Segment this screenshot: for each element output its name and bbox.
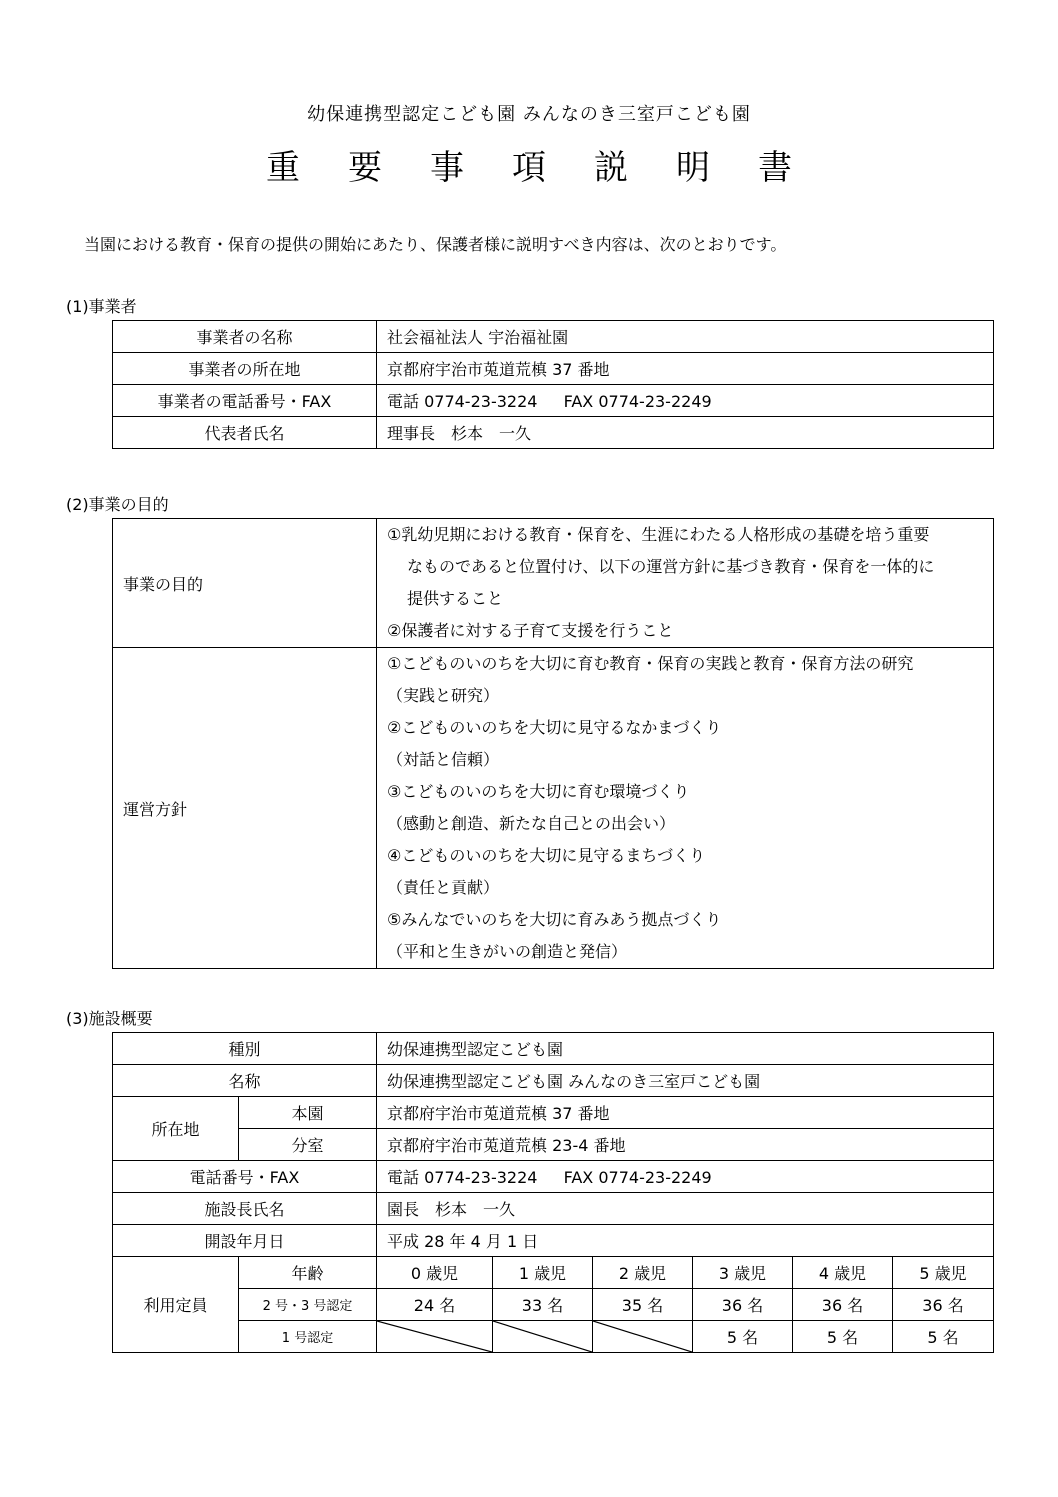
table-row (113, 1097, 994, 1129)
age-header: 2 歳児 (593, 1257, 693, 1289)
table-row (113, 648, 994, 969)
type-value: 幼保連携型認定こども園 (377, 1033, 994, 1065)
branch-value: 京都府宇治市莵道荒槙 23-4 番地 (377, 1129, 994, 1161)
age-header: 1 歳児 (493, 1257, 593, 1289)
cert23-value: 35 名 (593, 1289, 693, 1321)
table-row (113, 1225, 994, 1257)
policy-line: ⑤みんなでいのちを大切に育みあう拠点づくり (387, 910, 722, 929)
capacity-label: 利用定員 (113, 1257, 239, 1353)
operator-name-value: 社会福祉法人 宇治福祉園 (377, 321, 994, 353)
facility-phone-value: 電話 0774-23-3224 FAX 0774-23-2249 (377, 1161, 994, 1193)
age-header: 4 歳児 (793, 1257, 893, 1289)
main-campus-value: 京都府宇治市莵道荒槙 37 番地 (377, 1097, 994, 1129)
facility-name-value: 幼保連携型認定こども園 みんなのき三室戸こども園 (377, 1065, 994, 1097)
opened-label: 開設年月日 (113, 1225, 377, 1257)
purpose-line: ①乳幼児期における教育・保育を、生涯にわたる人格形成の基礎を培う重要 (387, 525, 930, 544)
table-row (113, 1257, 994, 1289)
age-header: 0 歳児 (377, 1257, 493, 1289)
operator-phone-label: 事業者の電話番号・FAX (113, 385, 377, 417)
age-header: 3 歳児 (693, 1257, 793, 1289)
purpose-line: ②保護者に対する子育て支援を行うこと (387, 621, 674, 640)
table-row (113, 1065, 994, 1097)
opened-value: 平成 28 年 4 月 1 日 (377, 1225, 994, 1257)
policy-line: ②こどものいのちを大切に見守るなかまづくり (387, 718, 722, 737)
purpose-line: 提供すること (407, 589, 504, 608)
purpose-line: なものであると位置付け、以下の運営方針に基づき教育・保育を一体的に (407, 557, 935, 576)
cert1-value: 5 名 (693, 1321, 793, 1353)
table-row (113, 1161, 994, 1193)
purpose-table (112, 518, 994, 969)
director-value: 園長 杉本 一久 (377, 1193, 994, 1225)
not-applicable-cell (593, 1321, 693, 1353)
table-row (113, 385, 994, 417)
cert1-value: 5 名 (793, 1321, 893, 1353)
operator-address-value: 京都府宇治市莵道荒槙 37 番地 (377, 353, 994, 385)
facility-table (112, 1032, 994, 1353)
section3-heading: (3)施設概要 (66, 1009, 153, 1028)
section2-heading: (2)事業の目的 (66, 495, 169, 514)
policy-line: （対話と信頼） (387, 750, 500, 769)
representative-value: 理事長 杉本 一久 (377, 417, 994, 449)
table-row (113, 417, 994, 449)
document-title: 重要事項説明書 (266, 148, 840, 188)
facility-phone-label: 電話番号・FAX (113, 1161, 377, 1193)
purpose-label: 事業の目的 (113, 519, 377, 648)
cert1-value: 5 名 (893, 1321, 994, 1353)
cert23-label: 2 号・3 号認定 (239, 1289, 377, 1321)
table-row (113, 1321, 994, 1353)
age-label: 年齢 (239, 1257, 377, 1289)
policy-line: ④こどものいのちを大切に見守るまちづくり (387, 846, 706, 865)
representative-label: 代表者氏名 (113, 417, 377, 449)
diagonal-slash (593, 1321, 692, 1352)
document-subtitle: 幼保連携型認定こども園 みんなのき三室戸こども園 (307, 104, 751, 125)
director-label: 施設長氏名 (113, 1193, 377, 1225)
intro-text: 当園における教育・保育の提供の開始にあたり、保護者様に説明すべき内容は、次のとおりです。 (84, 235, 787, 254)
operator-table (112, 320, 994, 449)
purpose-content (377, 519, 994, 648)
operator-phone-value: 電話 0774-23-3224 FAX 0774-23-2249 (377, 385, 994, 417)
table-row (113, 321, 994, 353)
policy-line: （責任と貢献） (387, 878, 500, 897)
cert1-label: 1 号認定 (239, 1321, 377, 1353)
table-row (113, 519, 994, 648)
diagonal-slash (493, 1321, 592, 1352)
policy-line: （実践と研究） (387, 686, 500, 705)
policy-line: ③こどものいのちを大切に育む環境づくり (387, 782, 690, 801)
address-label: 所在地 (113, 1097, 239, 1161)
branch-label: 分室 (239, 1129, 377, 1161)
table-row (113, 1193, 994, 1225)
type-label: 種別 (113, 1033, 377, 1065)
table-row (113, 353, 994, 385)
policy-label: 運営方針 (113, 648, 377, 969)
policy-line: （感動と創造、新たな自己との出会い） (387, 814, 676, 833)
age-header: 5 歳児 (893, 1257, 994, 1289)
main-campus-label: 本園 (239, 1097, 377, 1129)
policy-line: （平和と生きがいの創造と発信） (387, 942, 628, 961)
diagonal-slash (377, 1321, 492, 1352)
table-row (113, 1289, 994, 1321)
not-applicable-cell (493, 1321, 593, 1353)
cert23-value: 36 名 (893, 1289, 994, 1321)
operator-name-label: 事業者の名称 (113, 321, 377, 353)
not-applicable-cell (377, 1321, 493, 1353)
cert23-value: 24 名 (377, 1289, 493, 1321)
policy-line: ①こどものいのちを大切に育む教育・保育の実践と教育・保育方法の研究 (387, 654, 914, 673)
operator-address-label: 事業者の所在地 (113, 353, 377, 385)
facility-name-label: 名称 (113, 1065, 377, 1097)
table-row (113, 1129, 994, 1161)
cert23-value: 36 名 (793, 1289, 893, 1321)
cert23-value: 33 名 (493, 1289, 593, 1321)
cert23-value: 36 名 (693, 1289, 793, 1321)
section1-heading: (1)事業者 (66, 297, 137, 316)
table-row (113, 1033, 994, 1065)
policy-content (377, 648, 994, 969)
